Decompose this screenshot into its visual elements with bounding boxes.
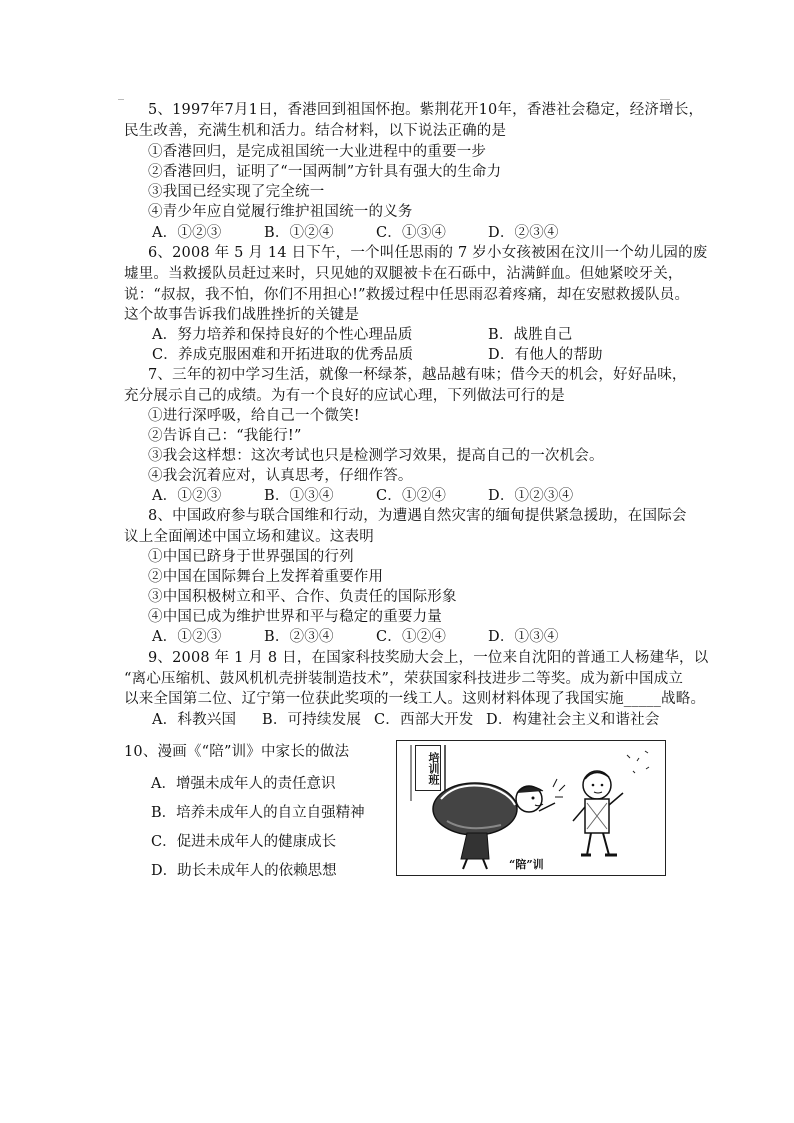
q7-stem-line2: 充分展示自己的成绩。为有一个良好的应试心理，下列做法可行的是: [124, 388, 565, 404]
q6-option-d[interactable]: D．有他人的帮助: [488, 347, 603, 363]
q8-option-b[interactable]: B．②③④: [264, 629, 334, 645]
corner-mark-left: [118, 99, 124, 100]
q8-stem-line1: 8、中国政府参与联合国维和行动，为遭遇自然灾害的缅甸提供紧急援助，在国际会: [148, 508, 687, 524]
q9-option-d[interactable]: D．构建社会主义和谐社会: [486, 712, 660, 728]
q8-item-2: ②中国在国际舞台上发挥着重要作用: [148, 569, 384, 585]
q8-item-3: ③中国积极树立和平、合作、负责任的国际形象: [148, 589, 457, 605]
q10-option-c[interactable]: C．促进未成年人的健康成长: [151, 834, 337, 850]
cartoon-drawing: [397, 741, 665, 875]
q9-stem-line2: “离心压缩机、鼓风机机壳拼装制造技术”，荣获国家科技进步二等奖。成为新中国成立: [124, 671, 684, 687]
q5-item-1: ①香港回归，是完成祖国统一大业进程中的重要一步: [148, 144, 487, 160]
q8-option-a[interactable]: A．①②③: [152, 629, 222, 645]
q10-option-b[interactable]: B．培养未成年人的自立自强精神: [151, 805, 365, 821]
q7-item-1: ①进行深呼吸，给自己一个微笑!: [148, 408, 360, 424]
q5-option-c[interactable]: C．①③④: [376, 225, 447, 241]
q6-stem-line2: 墟里。当救援队员赶过来时，只见她的双腿被卡在石砾中，沾满鲜血。但她紧咬牙关，: [124, 266, 683, 282]
q7-stem-line1: 7、三年的初中学习生活，就像一杯绿茶，越品越有味；借今天的机会，好好品味，: [148, 367, 687, 383]
q6-stem-line4: 这个故事告诉我们战胜挫折的关键是: [124, 307, 360, 323]
q5-item-4: ④青少年应自觉履行维护祖国统一的义务: [148, 204, 413, 220]
q7-option-d[interactable]: D．①②③④: [488, 488, 574, 504]
q8-option-d[interactable]: D．①③④: [488, 629, 559, 645]
q5-stem-line2: 民生改善，充满生机和活力。结合材料，以下说法正确的是: [124, 123, 507, 139]
q8-item-4: ④中国已成为维护世界和平与稳定的重要力量: [148, 609, 442, 625]
q6-option-a[interactable]: A．努力培养和保持良好的个性心理品质: [152, 327, 413, 343]
q6-option-c[interactable]: C．养成克服困难和开拓进取的优秀品质: [152, 347, 414, 363]
q8-option-c[interactable]: C．①②④: [376, 629, 447, 645]
q10-option-a[interactable]: A．增强未成年人的责任意识: [151, 776, 336, 792]
q9-option-a[interactable]: A．科教兴国: [152, 712, 237, 728]
q8-stem-line2: 议上全面阐述中国立场和建议。这表明: [124, 529, 374, 545]
q5-stem-line1: 5、1997年7月1日，香港回到祖国怀抱。紫荆花开10年，香港社会稳定，经济增长，: [148, 102, 704, 118]
cartoon-caption: “陪”训: [509, 858, 544, 871]
q5-option-d[interactable]: D．②③④: [488, 225, 559, 241]
q5-option-a[interactable]: A．①②③: [152, 225, 222, 241]
q7-option-b[interactable]: B．①③④: [264, 488, 334, 504]
cartoon-image: [396, 740, 666, 876]
q6-option-b[interactable]: B．战胜自己: [488, 327, 573, 343]
q7-option-a[interactable]: A．①②③: [152, 488, 222, 504]
q9-option-b[interactable]: B．可持续发展: [262, 712, 362, 728]
q10-option-d[interactable]: D．助长未成年人的依赖思想: [151, 863, 337, 879]
q7-item-3: ③我会这样想：这次考试也只是检测学习效果，提高自己的一次机会。: [148, 448, 604, 464]
q6-stem-line3: 说：“叔叔，我不怕，你们不用担心!”救援过程中任思雨忍着疼痛，却在安慰救援队员。: [124, 287, 690, 303]
cartoon-sign: 培训班: [415, 745, 441, 791]
q7-option-c[interactable]: C．①②④: [376, 488, 447, 504]
q5-item-3: ③我国已经实现了完全统一: [148, 184, 325, 200]
q5-item-2: ②香港回归，证明了“一国两制”方针具有强大的生命力: [148, 164, 502, 180]
q9-option-c[interactable]: C．西部大开发: [374, 712, 474, 728]
q5-option-b[interactable]: B．①②④: [264, 225, 334, 241]
q9-stem-line1: 9、2008 年 1 月 8 日，在国家科技奖励大会上，一位来自沈阳的普通工人杨建华，以: [148, 650, 709, 666]
q7-item-4: ④我会沉着应对，认真思考，仔细作答。: [148, 468, 413, 484]
q9-stem-line3: 以来全国第二位、辽宁第一位获此奖项的一线工人。这则材料体现了我国实施_____战略。: [124, 691, 706, 707]
q7-item-2: ②告诉自己：“我能行!”: [148, 428, 302, 444]
q6-stem-line1: 6、2008 年 5 月 14 日下午，一个叫任思雨的 7 岁小女孩被困在汶川一个幼儿园的废: [148, 245, 708, 261]
q10-stem: 10、漫画《“陪”训》中家长的做法: [124, 744, 350, 760]
q8-item-1: ①中国已跻身于世界强国的行列: [148, 549, 354, 565]
